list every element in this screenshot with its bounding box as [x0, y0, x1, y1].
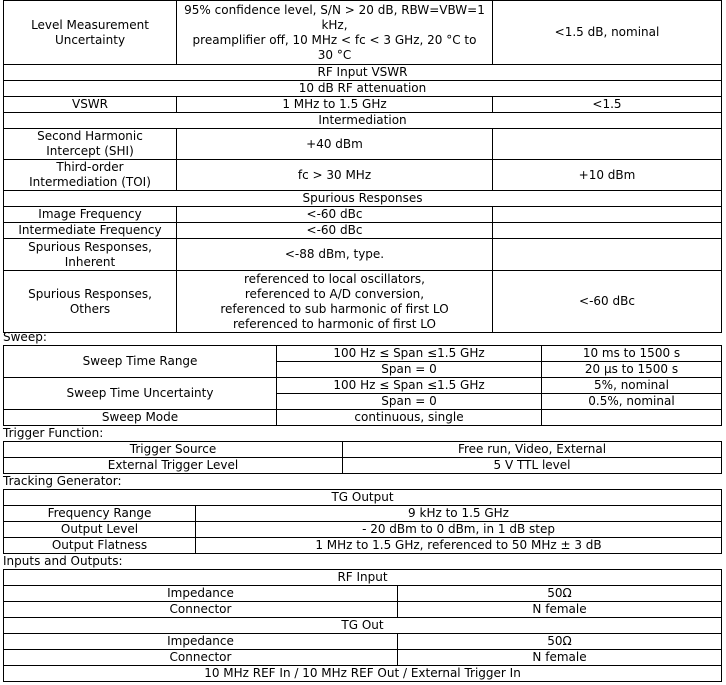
spec-value [542, 410, 722, 426]
spec-label: Sweep Time Range [4, 346, 277, 378]
section-header: 10 MHz REF In / 10 MHz REF Out / External Trigger In [4, 666, 722, 682]
table-row [4, 129, 722, 160]
spec-value [493, 129, 722, 160]
table-row [4, 634, 722, 650]
spec-label: Output Level [4, 522, 196, 538]
spec-label: Impedance [4, 634, 398, 650]
sweep-section-title: Sweep: [3, 330, 47, 344]
spec-value: 20 μs to 1500 s [542, 362, 722, 378]
spec-label: Sweep Mode [4, 410, 277, 426]
spec-value [493, 207, 722, 223]
table-row [4, 522, 722, 538]
spec-label [4, 239, 177, 271]
spec-label: Connector [4, 650, 398, 666]
table-row [4, 113, 722, 129]
table-row [4, 602, 722, 618]
section-header: RF Input VSWR [4, 65, 722, 81]
spec-label: Image Frequency [4, 207, 177, 223]
table-row [4, 490, 722, 506]
spec-value: 9 kHz to 1.5 GHz [196, 506, 722, 522]
spec-condition: Span = 0 [277, 394, 542, 410]
spec-value [493, 239, 722, 271]
spec-condition [177, 271, 493, 333]
spec-label: Frequency Range [4, 506, 196, 522]
spec-value: 10 ms to 1500 s [542, 346, 722, 362]
table-row [4, 81, 722, 97]
spec-label [4, 129, 177, 160]
cond-line: kHz, [321, 17, 348, 32]
label-line: Third-order [56, 160, 124, 174]
cond-line: 30 °C [317, 47, 352, 62]
spec-condition: Span = 0 [277, 362, 542, 378]
table-row [4, 191, 722, 207]
spec-condition: <-88 dBm, type. [177, 239, 493, 271]
cond-line: referenced to sub harmonic of first LO [220, 301, 449, 316]
spec-condition: +40 dBm [177, 129, 493, 160]
spec-label [4, 271, 177, 333]
spec-condition [177, 1, 493, 65]
spec-value: 50Ω [398, 634, 722, 650]
spec-value: N female [398, 650, 722, 666]
label-line: Spurious Responses, [28, 239, 152, 254]
spec-label: VSWR [4, 97, 177, 113]
cond-line: referenced to A/D conversion, [244, 286, 425, 301]
spec-value: <1.5 [493, 97, 722, 113]
tracking-section-title: Tracking Generator: [3, 474, 122, 488]
table-row [4, 223, 722, 239]
spec-value: +10 dBm [493, 160, 722, 191]
table-row [4, 570, 722, 586]
table-row [4, 97, 722, 113]
spec-value: - 20 dBm to 0 dBm, in 1 dB step [196, 522, 722, 538]
table-row [4, 666, 722, 682]
section-header: Spurious Responses [4, 191, 722, 207]
table-row [4, 586, 722, 602]
spec-value: 5 V TTL level [343, 458, 722, 474]
spec-value [493, 223, 722, 239]
trigger-table [3, 441, 722, 474]
cond-line: 95% confidence level, S/N > 20 dB, RBW=VBW=1 [184, 2, 485, 17]
spec-value: 1 MHz to 1.5 GHz, referenced to 50 MHz ± 3 dB [196, 538, 722, 554]
spec-value: <-60 dBc [493, 271, 722, 333]
section-header: Intermediation [4, 113, 722, 129]
table-row [4, 506, 722, 522]
table-row [4, 378, 722, 394]
cond-line: referenced to local oscillators, [244, 271, 425, 286]
spec-condition: 100 Hz ≤ Span ≤1.5 GHz [277, 378, 542, 394]
spec-value: <1.5 dB, nominal [493, 1, 722, 65]
label-line: Others [69, 301, 111, 316]
cond-line: referenced to harmonic of first LO [232, 316, 436, 331]
spec-value: 50Ω [398, 586, 722, 602]
spec-condition: <-60 dBc [177, 223, 493, 239]
table-row [4, 538, 722, 554]
table-row [4, 239, 722, 271]
label-line: Inherent [64, 254, 116, 269]
spec-label: Impedance [4, 586, 398, 602]
trigger-section-title: Trigger Function: [3, 426, 104, 440]
section-header: TG Output [4, 490, 722, 506]
table-row [4, 458, 722, 474]
spec-value: 5%, nominal [542, 378, 722, 394]
label-line: Intercept (SHI) [46, 144, 134, 158]
spec-label: Intermediate Frequency [4, 223, 177, 239]
spec-condition: continuous, single [277, 410, 542, 426]
table-row [4, 65, 722, 81]
spec-label [4, 160, 177, 191]
table-row [4, 1, 722, 65]
table-row [4, 346, 722, 362]
subsection-header: 10 dB RF attenuation [4, 81, 722, 97]
tracking-table [3, 489, 722, 554]
table-row [4, 618, 722, 634]
spec-label [4, 1, 177, 65]
spec-value: Free run, Video, External [343, 442, 722, 458]
table-row [4, 410, 722, 426]
sweep-table [3, 345, 722, 426]
spec-label: Connector [4, 602, 398, 618]
table-row [4, 442, 722, 458]
spec-condition: <-60 dBc [177, 207, 493, 223]
label-line: Second Harmonic [37, 129, 143, 143]
label-line: Spurious Responses, [28, 286, 152, 301]
table-row [4, 271, 722, 333]
section-header: TG Out [4, 618, 722, 634]
spec-condition: 1 MHz to 1.5 GHz [177, 97, 493, 113]
spec-value: N female [398, 602, 722, 618]
io-section-title: Inputs and Outputs: [3, 554, 123, 568]
label-line: Level Measurement [31, 17, 149, 32]
spec-value: 0.5%, nominal [542, 394, 722, 410]
spec-condition: 100 Hz ≤ Span ≤1.5 GHz [277, 346, 542, 362]
spec-condition: fc > 30 MHz [177, 160, 493, 191]
label-line: Intermediation (TOI) [29, 175, 151, 189]
table-row [4, 207, 722, 223]
spec-label: Trigger Source [4, 442, 343, 458]
table-row [4, 650, 722, 666]
io-table [3, 569, 722, 682]
label-line: Uncertainty [54, 32, 126, 47]
table-row [4, 160, 722, 191]
cond-line: preamplifier off, 10 MHz < fc < 3 GHz, 20 °C to [192, 32, 477, 47]
spec-label: Output Flatness [4, 538, 196, 554]
general-spec-table [3, 0, 722, 333]
spec-label: Sweep Time Uncertainty [4, 378, 277, 410]
spec-label: External Trigger Level [4, 458, 343, 474]
section-header: RF Input [4, 570, 722, 586]
